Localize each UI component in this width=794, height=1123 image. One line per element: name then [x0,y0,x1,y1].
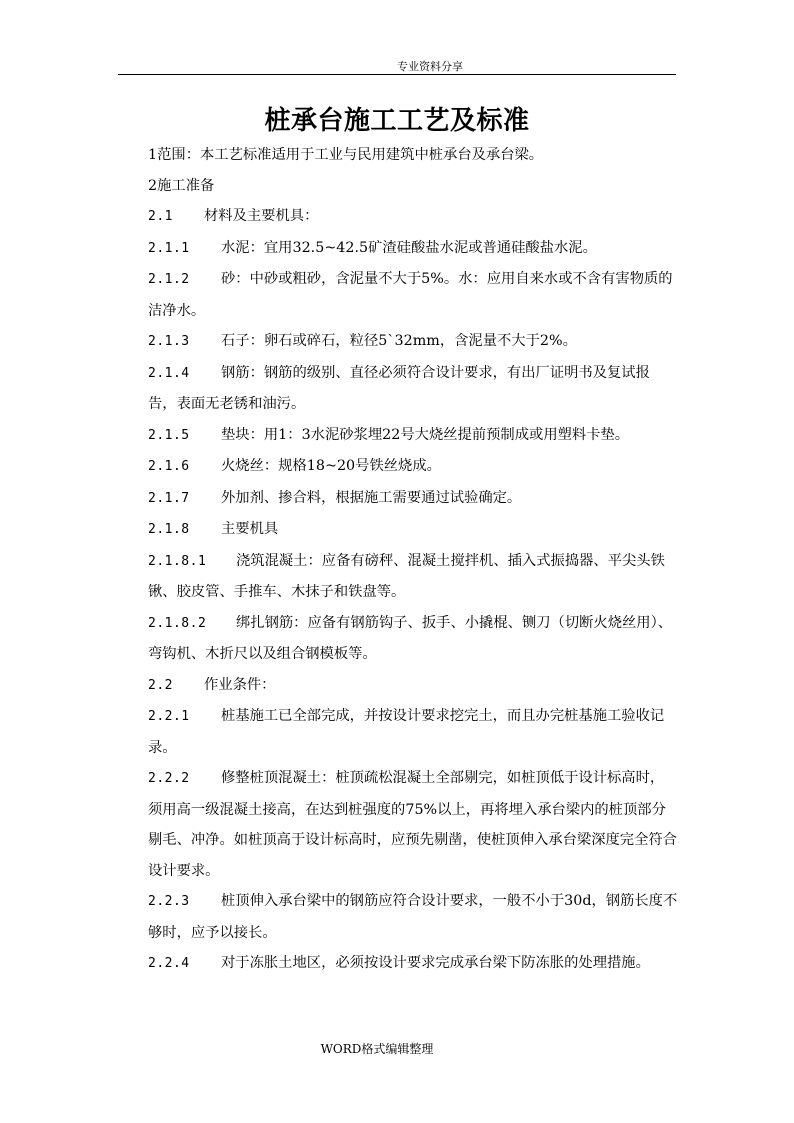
section-number: 2.1.3 [148,334,190,349]
paragraph: 2.2 作业条件： [118,670,678,702]
paragraph: 2.2.1 桩基施工已全部完成，并按设计要求挖完土，而且办完桩基施工验收记录。 [118,701,678,763]
section-number: 2.2.3 [148,894,190,909]
paragraph: 2.1.1 水泥：宜用32.5~42.5矿渣硅酸盐水泥或普通硅酸盐水泥。 [118,233,678,265]
section-number: 2.1.1 [148,240,190,256]
paragraph: 2.1.3 石子：卵石或碎石，粒径5`32mm，含泥量不大于2%。 [118,326,678,358]
paragraph: 2.1.6 火烧丝：规格18~20号铁丝烧成。 [118,451,678,483]
paragraph: 2.2.2 修整桩顶混凝土：桩顶疏松混凝土全部剔完，如桩顶低于设计标高时，须用高一级混凝土接高，在达到桩强度的75%以上，再将埋入承台梁内的桩顶部分剔毛、冲净。如桩顶高于设计标高时，应预先剔凿，使桩顶伸入承台梁深度完全符合设计要求。 [118,763,678,886]
section-number: 2.1.7 [148,490,190,506]
section-number: 2.1.8.2 [148,615,207,631]
section-number: 2.1.2 [148,272,190,287]
paragraph: 2施工准备 [148,177,215,194]
paragraph: 2.2.3 桩顶伸入承台梁中的钢筋应符合设计要求，一般不小于30d，钢筋长度不够时，应予以接长。 [118,886,678,948]
paragraph: 2.1.2 砂：中砂或粗砂，含泥量不大于5%。水：应用自来水或不含有害物质的洁净水。 [118,264,678,326]
section-number: 2.1 [148,209,173,224]
paragraph: 2.1.7 外加剂、掺合料，根据施工需要通过试验确定。 [118,483,678,515]
section-number: 2.2.2 [148,771,190,786]
section-number: 2.1.8.1 [148,553,207,569]
paragraph: 2.1.8.2 绑扎钢筋：应备有钢筋钩子、扳手、小撬棍、铡刀（切断火烧丝用）、弯钩机、木折尺以及组合钢模板等。 [118,608,678,670]
page-footer: WORD格式编辑整理 [320,1042,434,1056]
paragraph: 2.1 材料及主要机具： [118,201,678,233]
section-number: 2.1.4 [148,365,190,381]
document-title: 桩承台施工工艺及标准 [264,106,530,136]
document-body [118,140,678,980]
section-number: 2.2.1 [148,709,190,724]
paragraph: 2.2.4 对于冻胀土地区，必须按设计要求完成承台梁下防冻胀的处理措施。 [118,948,678,980]
paragraph: 2.1.8.1 浇筑混凝土：应备有磅秤、混凝土搅拌机、插入式振捣器、平尖头铁锹、胶皮管、手推车、木抹子和铁盘等。 [118,546,678,608]
paragraph: 2.1.4 钢筋：钢筋的级别、直径必须符合设计要求，有出厂证明书及复试报告，表面无老锈和油污。 [118,358,678,420]
section-number: 2.1.6 [148,459,190,474]
section-number: 2.1.8 [148,522,190,537]
paragraph: 1范围：本工艺标准适用于工业与民用建筑中桩承台及承台梁。 [148,147,544,163]
section-number: 2.2 [148,677,173,693]
section-number: 2.1.5 [148,427,190,443]
page-header [118,56,676,75]
paragraph: 2.1.5 垫块：用1：3水泥砂浆埋22号大烧丝提前预制成或用塑料卡垫。 [118,420,678,452]
header-text: 专业资料分享 [397,60,463,73]
section-number: 2.2.4 [148,956,190,971]
paragraph: 2.1.8 主要机具 [118,514,678,546]
